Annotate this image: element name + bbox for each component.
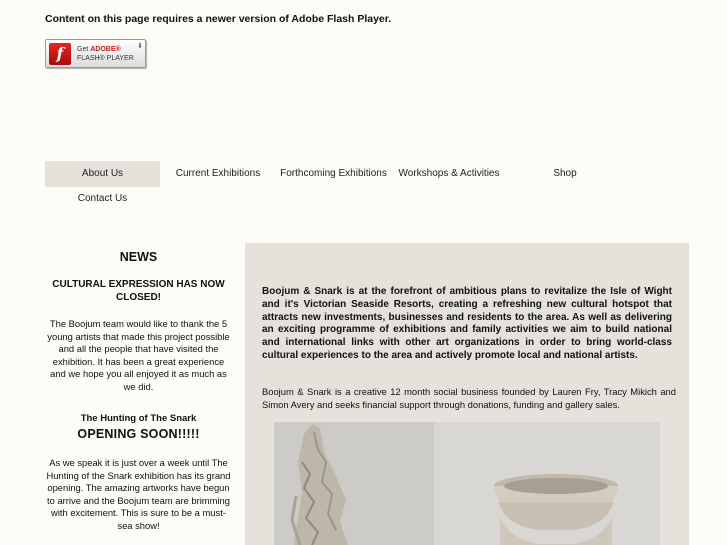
news-paragraph-opening: As we speak it is just over a week until The Hunting of the Snark exhibition has its grand opening. The amazing artworks have begun to arrive and the Boojum team are brimming with excitement. This is sure to be a must-sea show! — [46, 457, 231, 531]
flash-required-message: Content on this page requires a newer version of Adobe Flash Player. — [45, 13, 392, 25]
flash-badge-brand: ADOBE® — [90, 46, 121, 53]
get-flash-player-button[interactable] — [45, 39, 146, 68]
gallery-photo — [274, 422, 660, 545]
news-paragraph-thanks: The Boojum team would like to thank the 5 young artists that made this project possible and all the people that have visited the exhibition. It has been a great experience and we hope you all enjoyed it as much as we did. — [47, 318, 230, 392]
intro-paragraph: Boojum & Snark is at the forefront of ambitious plans to revitalize the Isle of Wight and it's Victorian Seaside Resorts, creating a refreshing new cultural hotspot that attracts new investments, businesses and residents to the area. As well as delivering an exciting programme of exhibitions and family activities we aim to build national and international links with other art organizations in order to bring world-class cultural experiences to the area and actively promote local and national artists. — [262, 286, 672, 361]
gallery-photo-artwork — [274, 422, 660, 545]
download-arrow-icon: ⬇ — [137, 43, 143, 50]
nav-current-exhibitions[interactable]: Current Exhibitions — [175, 168, 261, 179]
news-headline-snark: The Hunting of The Snark — [80, 413, 197, 424]
news-heading: NEWS — [119, 250, 158, 264]
nav-about-us[interactable]: About Us — [45, 161, 160, 187]
nav-forthcoming-exhibitions[interactable]: Forthcoming Exhibitions — [280, 168, 387, 179]
flash-badge-text — [77, 45, 134, 63]
news-headline-closed: CULTURAL EXPRESSION HAS NOW CLOSED! — [52, 279, 225, 303]
about-paragraph: Boojum & Snark is a creative 12 month social business founded by Lauren Fry, Tracy Mikich and Simon Avery and seeks financial support through donations, funding and gallery sales. — [262, 386, 676, 410]
nav-shop[interactable]: Shop — [553, 168, 577, 179]
flash-logo-icon: f — [49, 43, 71, 65]
nav-workshops-activities[interactable]: Workshops & Activities — [398, 168, 500, 179]
flash-badge-get: Get — [77, 46, 91, 53]
nav-contact-us[interactable]: Contact Us — [77, 193, 128, 204]
news-headline-opening: OPENING SOON!!!!! — [77, 427, 200, 441]
flash-badge-product: FLASH® PLAYER — [77, 55, 134, 62]
